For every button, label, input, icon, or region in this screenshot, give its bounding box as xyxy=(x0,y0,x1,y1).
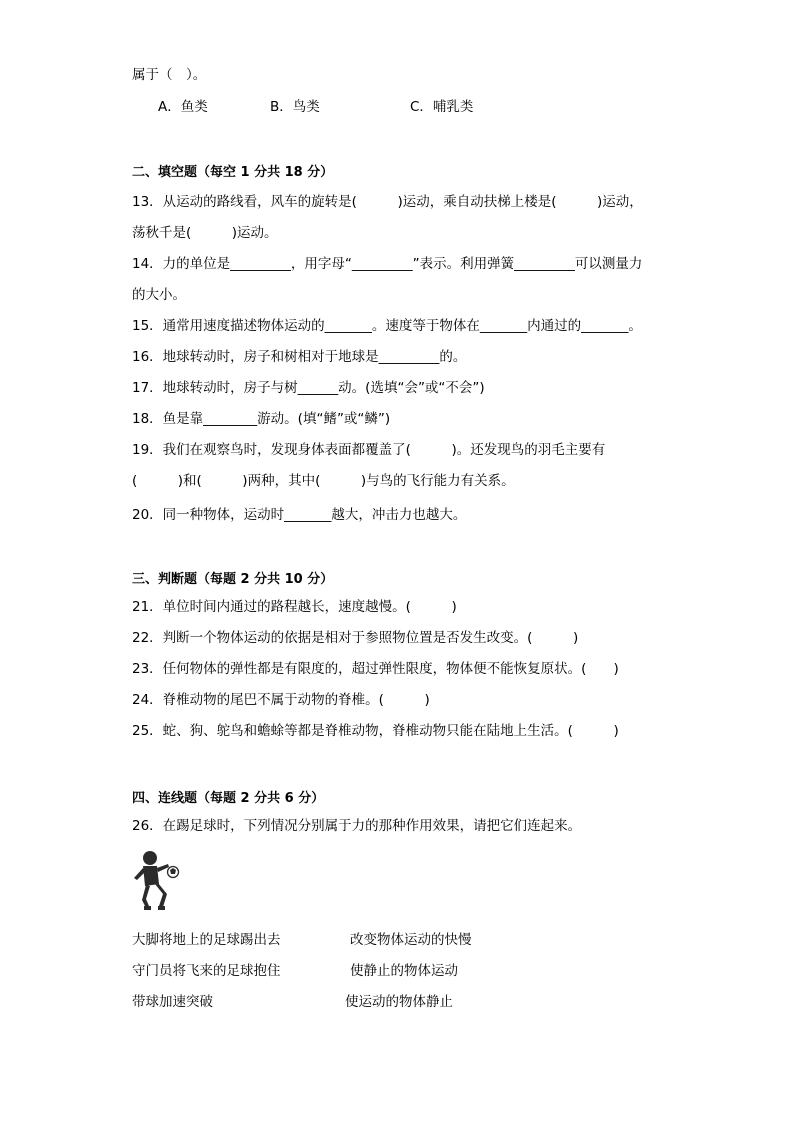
q20: 20．同一种物体，运动时_______越大，冲击力也越大。 xyxy=(132,507,467,523)
q25: 25．蛇、狗、鸵鸟和蟾蜍等都是脊椎动物，脊椎动物只能在陆地上生活。( ) xyxy=(132,723,619,739)
option-b: B．鸟类 xyxy=(270,99,320,115)
match-left-2: 守门员将飞来的足球抱住 xyxy=(132,963,281,979)
q19-line1: 19．我们在观察鸟时，发现身体表面都覆盖了( )。还发现鸟的羽毛主要有 xyxy=(132,442,606,458)
q18: 18．鱼是靠________游动。(填“鳍”或“鳞”) xyxy=(132,411,391,427)
option-a: A．鱼类 xyxy=(158,99,208,115)
q13-line2: 荡秋千是( )运动。 xyxy=(132,225,278,241)
section4-heading: 四、连线题（每题 2 分共 6 分） xyxy=(132,791,325,806)
q15: 15．通常用速度描述物体运动的_______。速度等于物体在_______内通过的_______。 xyxy=(132,318,642,334)
match-right-2: 使静止的物体运动 xyxy=(350,963,458,979)
section3-heading: 三、判断题（每题 2 分共 10 分） xyxy=(132,572,334,587)
match-left-1: 大脚将地上的足球踢出去 xyxy=(132,932,281,948)
match-right-1: 改变物体运动的快慢 xyxy=(350,932,472,948)
q14-line1: 14．力的单位是_________，用字母“_________”表示。利用弹簧_________可以测量力 xyxy=(132,256,643,272)
q17: 17．地球转动时，房子与树______动。(选填“会”或“不会”) xyxy=(132,380,485,396)
q16: 16．地球转动时，房子和树相对于地球是_________的。 xyxy=(132,349,467,365)
section2-heading: 二、填空题（每空 1 分共 18 分） xyxy=(132,165,334,180)
q13-line1: 13．从运动的路线看，风车的旋转是( )运动，乘自动扶梯上楼是( )运动， xyxy=(132,194,643,210)
q26: 26．在踢足球时，下列情况分别属于力的那种作用效果，请把它们连起来。 xyxy=(132,818,582,834)
q12-tail: 属于（ ）。 xyxy=(132,67,207,83)
soccer-player-icon xyxy=(128,848,184,914)
q19-line2: ( )和( )两种，其中( )与鸟的飞行能力有关系。 xyxy=(132,473,515,489)
match-right-3: 使运动的物体静止 xyxy=(345,994,453,1010)
q23: 23．任何物体的弹性都是有限度的，超过弹性限度，物体便不能恢复原状。( ) xyxy=(132,661,619,677)
option-c: C．哺乳类 xyxy=(410,99,474,115)
match-left-3: 带球加速突破 xyxy=(132,994,213,1010)
q14-line2: 的大小。 xyxy=(132,287,186,303)
q21: 21．单位时间内通过的路程越长，速度越慢。( ) xyxy=(132,599,457,615)
q22: 22．判断一个物体运动的依据是相对于参照物位置是否发生改变。( ) xyxy=(132,630,579,646)
q24: 24．脊椎动物的尾巴不属于动物的脊椎。( ) xyxy=(132,692,430,708)
